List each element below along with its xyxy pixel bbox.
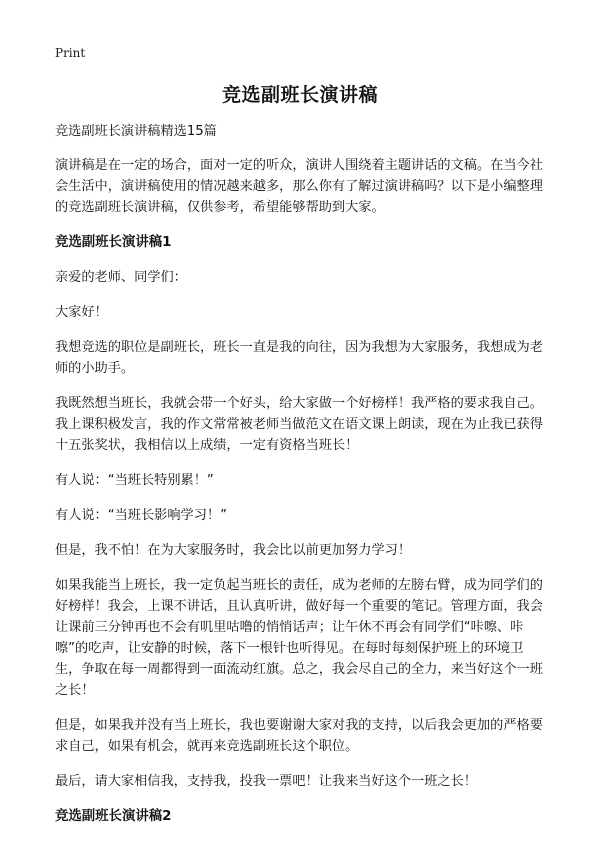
paragraph: 有人说：“当班长影响学习！” [55, 508, 227, 523]
paragraph: 亲爱的老师、同学们： [55, 270, 187, 285]
page-title: 竞选副班长演讲稿 [221, 84, 378, 106]
paragraph: 有人说：“当班长特别累！” [55, 473, 214, 488]
section-heading-1: 竞选副班长演讲稿1 [55, 235, 172, 250]
paragraph: 但是，如果我并没有当上班长，我也要谢谢大家对我的支持，以后我会更加的严格要求自己，如果有机会，就再来竞选副班长这个职位。 [55, 718, 543, 754]
paragraph: 但是，我不怕！在为大家服务时，我会比以前更加努力学习！ [55, 543, 412, 558]
intro-paragraph: 演讲稿是在一定的场合，面对一定的听众，演讲人围绕着主题讲话的文稿。在当今社会生活中，演讲稿使用的情况越来越多，那么你有了解过演讲稿吗？以下是小编整理的竞选副班长演讲稿，仅供参考，希望能够帮助到大家。 [55, 158, 543, 215]
paragraph: 最后，请大家相信我，支持我，投我一票吧！让我来当好这个一班之长！ [55, 774, 477, 789]
paragraph: 我想竞选的职位是副班长，班长一直是我的向往，因为我想为大家服务，我想成为老师的小助手。 [55, 340, 543, 376]
section-heading-2: 竞选副班长演讲稿2 [55, 809, 172, 824]
print-link[interactable]: Print [55, 46, 86, 60]
paragraph: 大家好！ [55, 305, 108, 320]
paragraph: 我既然想当班长，我就会带一个好头，给大家做一个好榜样！我严格的要求我自己。我上课积极发言，我的作文常常被老师当做范文在语文课上朗读，现在为止我已获得十五张奖状，我相信以上成绩，一定有资格当班长！ [55, 396, 543, 453]
article-body [55, 121, 547, 841]
paragraph: 如果我能当上班长，我一定负起当班长的责任，成为老师的左膀右臂，成为同学们的好榜样！我会，上课不讲话，且认真听讲，做好每一个重要的笔记。管理方面，我会让课前三分钟再也不会有叽里咕噜的悄悄话声；让午休不再会有同学们“咔嚓、咔嚓”的吃声，让安静的时候，落下一根针也听得见。在每时每刻保护班上的环境卫生，争取在每一周都得到一面流动红旗。总之，我会尽自己的全力，来当好这个一班之长！ [55, 578, 543, 698]
article-subtitle: 竞选副班长演讲稿精选15篇 [55, 124, 217, 139]
